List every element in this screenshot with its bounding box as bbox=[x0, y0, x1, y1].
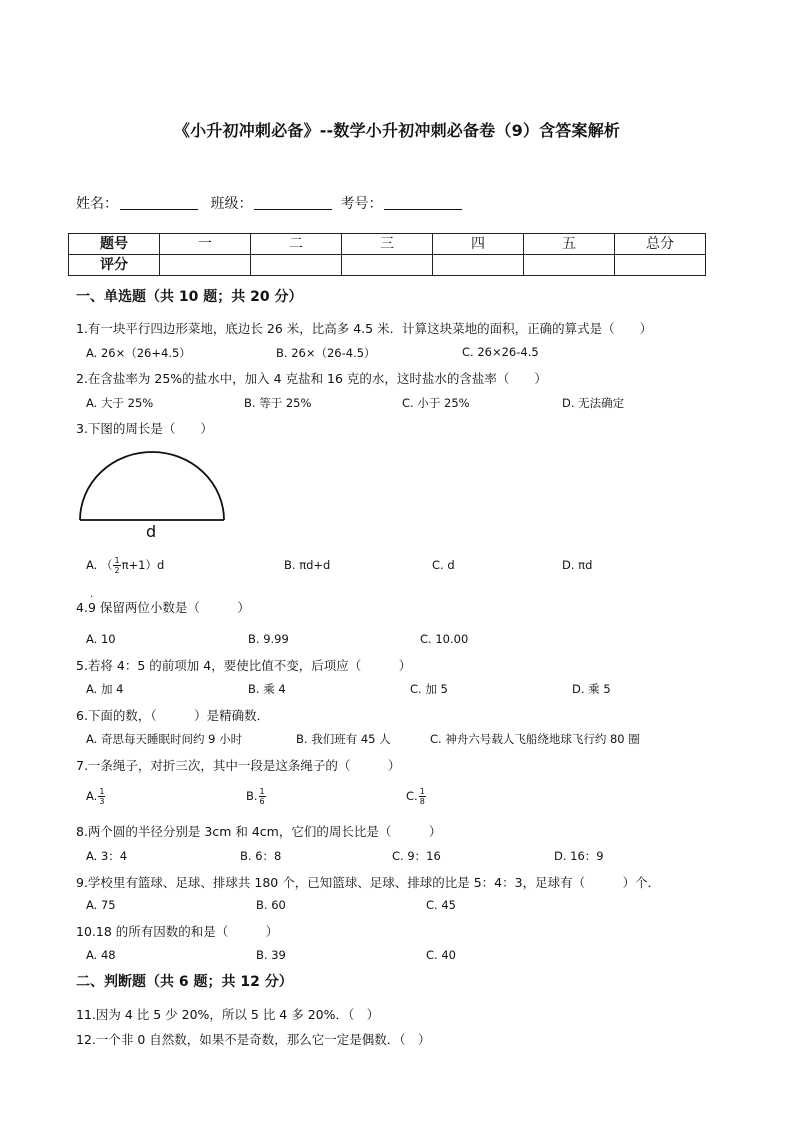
question-10-options bbox=[86, 948, 726, 964]
name-blank[interactable] bbox=[120, 195, 198, 210]
repeating-digit: 9 bbox=[87, 600, 96, 615]
option-b[interactable]: B. 39 bbox=[256, 948, 286, 962]
option-b[interactable]: B. 60 bbox=[256, 898, 286, 912]
page-title: 《小升初冲刺必备》--数学小升初冲刺必备卷（9）含答案解析 bbox=[173, 121, 621, 140]
option-a[interactable]: A. 加 4 bbox=[86, 682, 124, 696]
fraction bbox=[419, 787, 426, 806]
question-9-options bbox=[86, 898, 726, 914]
section2-heading: 二、判断题（共 6 题；共 12 分） bbox=[76, 974, 293, 990]
fraction-denominator: 3 bbox=[99, 797, 105, 806]
class-blank[interactable] bbox=[254, 195, 332, 210]
semicircle-figure bbox=[76, 444, 228, 542]
option-a-suffix: π+1）d bbox=[121, 558, 165, 572]
question-6-options bbox=[86, 731, 726, 747]
option-a[interactable]: A. 3：4 bbox=[86, 849, 128, 863]
option-c[interactable]: C. d bbox=[432, 558, 455, 572]
option-b[interactable]: B. 我们班有 45 人 bbox=[296, 732, 391, 746]
fraction-denominator: 2 bbox=[114, 566, 120, 575]
semicircle-arc bbox=[80, 452, 224, 520]
score-cell[interactable] bbox=[251, 255, 342, 276]
option-a[interactable]: A. 48 bbox=[86, 948, 116, 962]
option-d[interactable]: D. 乘 5 bbox=[572, 682, 611, 696]
option-c[interactable]: C. 40 bbox=[426, 948, 456, 962]
question-4-number: 4. bbox=[76, 600, 88, 615]
score-table-col-1: 一 bbox=[160, 234, 251, 255]
option-c-label: C. bbox=[406, 789, 418, 803]
fraction-one-half bbox=[113, 556, 120, 575]
option-a[interactable]: A. 26×（26+4.5） bbox=[86, 346, 191, 360]
question-2: 2.在含盐率为 25%的盐水中，加入 4 克盐和 16 克的水，这时盐水的含盐率（ ） bbox=[76, 371, 547, 386]
option-a[interactable]: A. 奇思每天睡眠时间约 9 小时 bbox=[86, 732, 243, 746]
option-b[interactable]: B. 乘 4 bbox=[248, 682, 286, 696]
score-cell[interactable] bbox=[342, 255, 433, 276]
score-table-col-4: 四 bbox=[433, 234, 524, 255]
option-c[interactable]: C. 45 bbox=[426, 898, 456, 912]
option-c[interactable]: C. 10.00 bbox=[420, 632, 469, 646]
option-d[interactable]: D. πd bbox=[562, 558, 593, 572]
score-cell[interactable] bbox=[615, 255, 706, 276]
question-7: 7.一条绳子，对折三次，其中一段是这条绳子的（ ） bbox=[76, 758, 401, 773]
name-label: 姓名： bbox=[76, 196, 118, 212]
exam-no-blank[interactable] bbox=[384, 195, 462, 210]
score-table bbox=[68, 233, 706, 276]
option-a[interactable] bbox=[86, 556, 164, 575]
fraction-numerator: 1 bbox=[99, 787, 105, 796]
question-3: 3.下图的周长是（ ） bbox=[76, 421, 213, 436]
option-c[interactable]: C. 小于 25% bbox=[402, 396, 470, 410]
score-table-col-2: 二 bbox=[251, 234, 342, 255]
score-table-row2-header: 评分 bbox=[69, 255, 160, 276]
option-c[interactable]: C. 神舟六号载人飞船绕地球飞行约 80 圈 bbox=[430, 732, 640, 746]
option-a-prefix: A. （ bbox=[86, 558, 113, 572]
fraction bbox=[98, 787, 105, 806]
fraction-denominator: 8 bbox=[419, 797, 425, 806]
fraction-numerator: 1 bbox=[419, 787, 425, 796]
option-b[interactable] bbox=[246, 787, 267, 806]
question-8-options bbox=[86, 848, 726, 864]
repeating-nine bbox=[87, 592, 96, 615]
option-d[interactable]: D. 无法确定 bbox=[562, 396, 625, 410]
option-c[interactable]: C. 加 5 bbox=[410, 682, 448, 696]
score-table-header-row bbox=[69, 234, 706, 255]
option-d[interactable]: D. 16：9 bbox=[554, 849, 604, 863]
option-c[interactable] bbox=[406, 787, 427, 806]
score-table-score-row bbox=[69, 255, 706, 276]
question-10: 10.18 的所有因数的和是（ ） bbox=[76, 924, 279, 939]
question-4-text: 保留两位小数是（ ） bbox=[99, 600, 250, 615]
option-b[interactable]: B. 26×（26-4.5） bbox=[276, 346, 376, 360]
diameter-label: d bbox=[146, 522, 157, 541]
question-5-options bbox=[86, 681, 726, 697]
student-info-line bbox=[76, 193, 470, 213]
fraction-numerator: 1 bbox=[114, 556, 120, 565]
option-a[interactable]: A. 10 bbox=[86, 632, 116, 646]
question-4 bbox=[76, 592, 250, 616]
score-table-col-total: 总分 bbox=[615, 234, 706, 255]
repeating-dot: · bbox=[89, 592, 94, 603]
question-4-options bbox=[86, 632, 726, 648]
question-8: 8.两个圆的半径分别是 3cm 和 4cm，它们的周长比是（ ） bbox=[76, 824, 442, 839]
option-a[interactable]: A. 大于 25% bbox=[86, 396, 154, 410]
option-b[interactable]: B. 6：8 bbox=[240, 849, 282, 863]
score-cell[interactable] bbox=[160, 255, 251, 276]
judgment-12: 12.一个非 0 自然数，如果不是奇数，那么它一定是偶数．（ ） bbox=[76, 1032, 431, 1047]
question-3-options bbox=[86, 556, 726, 575]
option-a-label: A. bbox=[86, 789, 98, 803]
score-table-col-3: 三 bbox=[342, 234, 433, 255]
score-table-row1-header: 题号 bbox=[69, 234, 160, 255]
class-label: 班级： bbox=[210, 196, 253, 212]
question-1: 1.有一块平行四边形菜地，底边长 26 米，比高多 4.5 米．计算这块菜地的面积，正确的算式是（ ） bbox=[76, 321, 653, 336]
exam-no-label: 考号： bbox=[340, 196, 383, 212]
question-9: 9.学校里有篮球、足球、排球共 180 个，已知篮球、足球、排球的比是 5：4：3，足球有（ ）个． bbox=[76, 875, 661, 890]
section1-heading: 一、单选题（共 10 题；共 20 分） bbox=[76, 289, 303, 305]
score-cell[interactable] bbox=[433, 255, 524, 276]
question-7-options bbox=[86, 787, 726, 809]
question-1-options bbox=[86, 345, 726, 361]
score-table-col-5: 五 bbox=[524, 234, 615, 255]
fraction-numerator: 1 bbox=[259, 787, 265, 796]
score-cell[interactable] bbox=[524, 255, 615, 276]
question-6: 6.下面的数，（ ）是精确数． bbox=[76, 708, 270, 723]
option-b[interactable]: B. πd+d bbox=[284, 558, 331, 572]
option-b-label: B. bbox=[246, 789, 258, 803]
question-5: 5.若将 4：5 的前项加 4，要使比值不变，后项应（ ） bbox=[76, 658, 412, 673]
option-c[interactable]: C. 9：16 bbox=[392, 849, 441, 863]
fraction-denominator: 6 bbox=[259, 797, 265, 806]
question-2-options bbox=[86, 395, 726, 411]
option-c[interactable]: C. 26×26-4.5 bbox=[462, 345, 539, 359]
option-b[interactable]: B. 等于 25% bbox=[244, 396, 312, 410]
judgment-11: 11.因为 4 比 5 少 20%，所以 5 比 4 多 20%．（ ） bbox=[76, 1007, 380, 1022]
fraction bbox=[259, 787, 266, 806]
option-b[interactable]: B. 9.99 bbox=[248, 632, 289, 646]
option-a[interactable]: A. 75 bbox=[86, 898, 116, 912]
option-a[interactable] bbox=[86, 787, 106, 806]
